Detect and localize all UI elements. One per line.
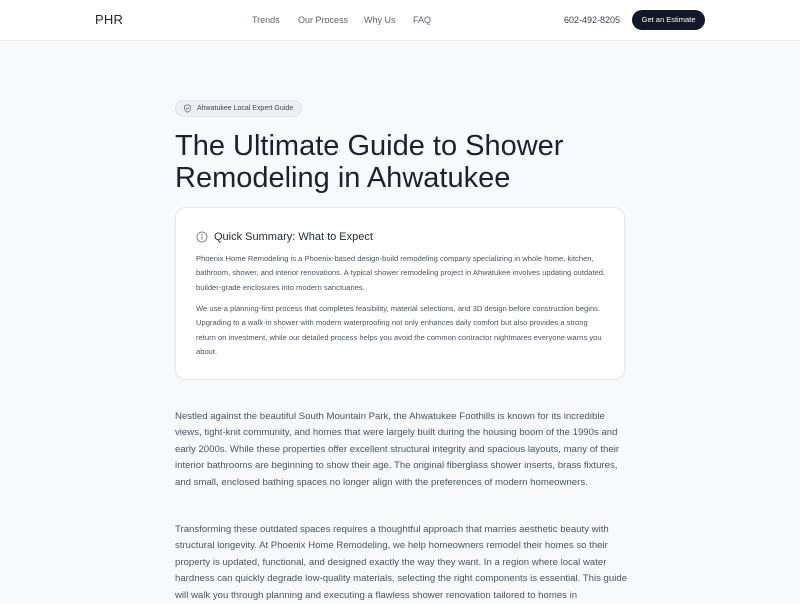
top-navigation-bar bbox=[0, 0, 800, 41]
nav-link-why-us[interactable]: Why Us bbox=[364, 15, 396, 25]
nav-link-trends[interactable]: Trends bbox=[252, 15, 280, 25]
info-icon bbox=[196, 231, 208, 243]
article-paragraph: Transforming these outdated spaces requires a thoughtful approach that marries aesthetic beauty with structural longevity. At Phoenix Home Remodeling, we help homeowners remodel their homes so their property is updated, functional, and designed exactly the way they want. In a region where local water hardness can quickly degrade low-quality materials, selecting the right components is essential. This guide will walk you through planning and executing a flawless shower renovation tailored to homes in bbox=[175, 524, 628, 601]
summary-paragraph: Phoenix Home Remodeling is a Phoenix-based design-build remodeling company specializing in whole home, kitchen, bathroom, shower, and interior renovations. A typical shower remodeling project in Ahwatukee involves updating outdated, builder-grade enclosures into modern sanctuaries. bbox=[196, 254, 606, 292]
summary-paragraph: We use a planning-first process that completes feasibility, material selections, and 3D design before construction begins. Upgrading to a walk-in shower with modern waterproofing not only enhances daily comfort but also provides a strong return on investment, while our detailed process helps you avoid the common contractor nightmares everyone warns you about. bbox=[196, 304, 602, 356]
page-title: The Ultimate Guide to Shower Remodeling in Ahwatukee bbox=[175, 130, 564, 194]
phone-number-link[interactable]: 602-492-8205 bbox=[564, 15, 621, 25]
quick-summary-card bbox=[175, 207, 625, 380]
nav-link-our-process[interactable]: Our Process bbox=[298, 15, 349, 25]
get-estimate-button[interactable]: Get an Estimate bbox=[632, 10, 705, 30]
shield-check-icon bbox=[183, 104, 192, 113]
nav-link-faq[interactable]: FAQ bbox=[413, 15, 432, 25]
expert-guide-badge bbox=[175, 100, 302, 117]
article-paragraph: Nestled against the beautiful South Mountain Park, the Ahwatukee Foothills is known for its incredible views, tight-knit community, and homes that were largely built during the housing boom of the 1990s and early 2000s. While these properties offer excellent structural integrity and spacious layouts, many of their interior bathrooms are beginning to show their age. The original fiberglass shower inserts, brass fixtures, and small, enclosed bathing spaces no longer align with the preferences of modern homeowners. bbox=[175, 411, 620, 488]
summary-title: Quick Summary: What to Expect bbox=[214, 231, 373, 243]
summary-header bbox=[196, 231, 373, 243]
badge-label: Ahwatukee Local Expert Guide bbox=[197, 105, 294, 112]
logo[interactable]: PHR bbox=[95, 12, 124, 27]
